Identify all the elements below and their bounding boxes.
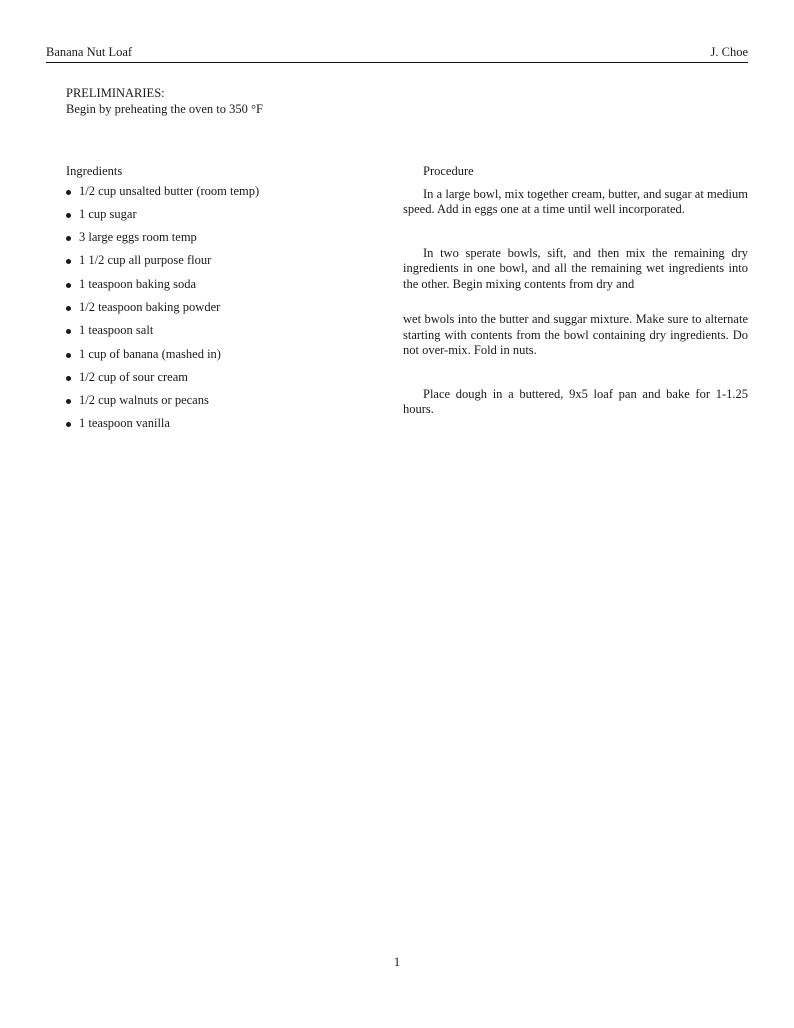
list-item: 1 teaspoon vanilla — [66, 416, 366, 439]
bullet-icon — [66, 422, 71, 427]
procedure-heading: Procedure — [423, 164, 474, 178]
list-item: 3 large eggs room temp — [66, 230, 366, 253]
bullet-icon — [66, 306, 71, 311]
procedure-step-3: Place dough in a buttered, 9x5 loaf pan and bake for 1-1.25 hours. — [403, 386, 748, 416]
ingredients-list — [66, 184, 366, 440]
list-item: 1 cup sugar — [66, 207, 366, 230]
preliminaries-section — [66, 86, 263, 117]
list-item: 1/2 cup of sour cream — [66, 370, 366, 393]
list-item: 1 teaspoon salt — [66, 323, 366, 346]
bullet-icon — [66, 259, 71, 264]
ingredients-section — [66, 164, 366, 440]
list-item: 1 cup of banana (mashed in) — [66, 347, 366, 370]
bullet-icon — [66, 353, 71, 358]
procedure-step-2-continued: wet bwols into the butter and suggar mixture. Make sure to alternate starting with contents from the bowl containing dry ingredients. Do not over-mix. Fold in nuts. — [403, 312, 748, 357]
procedure-step-2: In two sperate bowls, sift, and then mix the remaining dry ingredients in one bowl, and all the remaining wet ingredients into the other. Begin mixing contents from dry and — [403, 245, 748, 291]
bullet-icon — [66, 329, 71, 334]
running-header — [46, 45, 748, 63]
preliminaries-text: Begin by preheating the oven to 350 °F — [66, 101, 263, 116]
list-item: 1/2 teaspoon baking powder — [66, 300, 366, 323]
bullet-icon — [66, 236, 71, 241]
procedure-section — [403, 164, 748, 418]
list-item: 1 1/2 cup all purpose flour — [66, 253, 366, 276]
bullet-icon — [66, 213, 71, 218]
preliminaries-label: PRELIMINARIES: — [66, 86, 165, 100]
ingredients-heading: Ingredients — [66, 164, 123, 178]
bullet-icon — [66, 376, 71, 381]
bullet-icon — [66, 190, 71, 195]
header-title: Banana Nut Loaf — [46, 45, 133, 59]
list-item: 1 teaspoon baking soda — [66, 277, 366, 300]
bullet-icon — [66, 399, 71, 404]
bullet-icon — [66, 283, 71, 288]
list-item: 1/2 cup unsalted butter (room temp) — [66, 184, 366, 207]
header-author: J. Choe — [710, 45, 748, 59]
procedure-step-1: In a large bowl, mix together cream, butter, and sugar at medium speed. Add in eggs one at a time until well incorporated. — [403, 186, 748, 216]
page-number: 1 — [393, 955, 401, 969]
list-item: 1/2 cup walnuts or pecans — [66, 393, 366, 416]
